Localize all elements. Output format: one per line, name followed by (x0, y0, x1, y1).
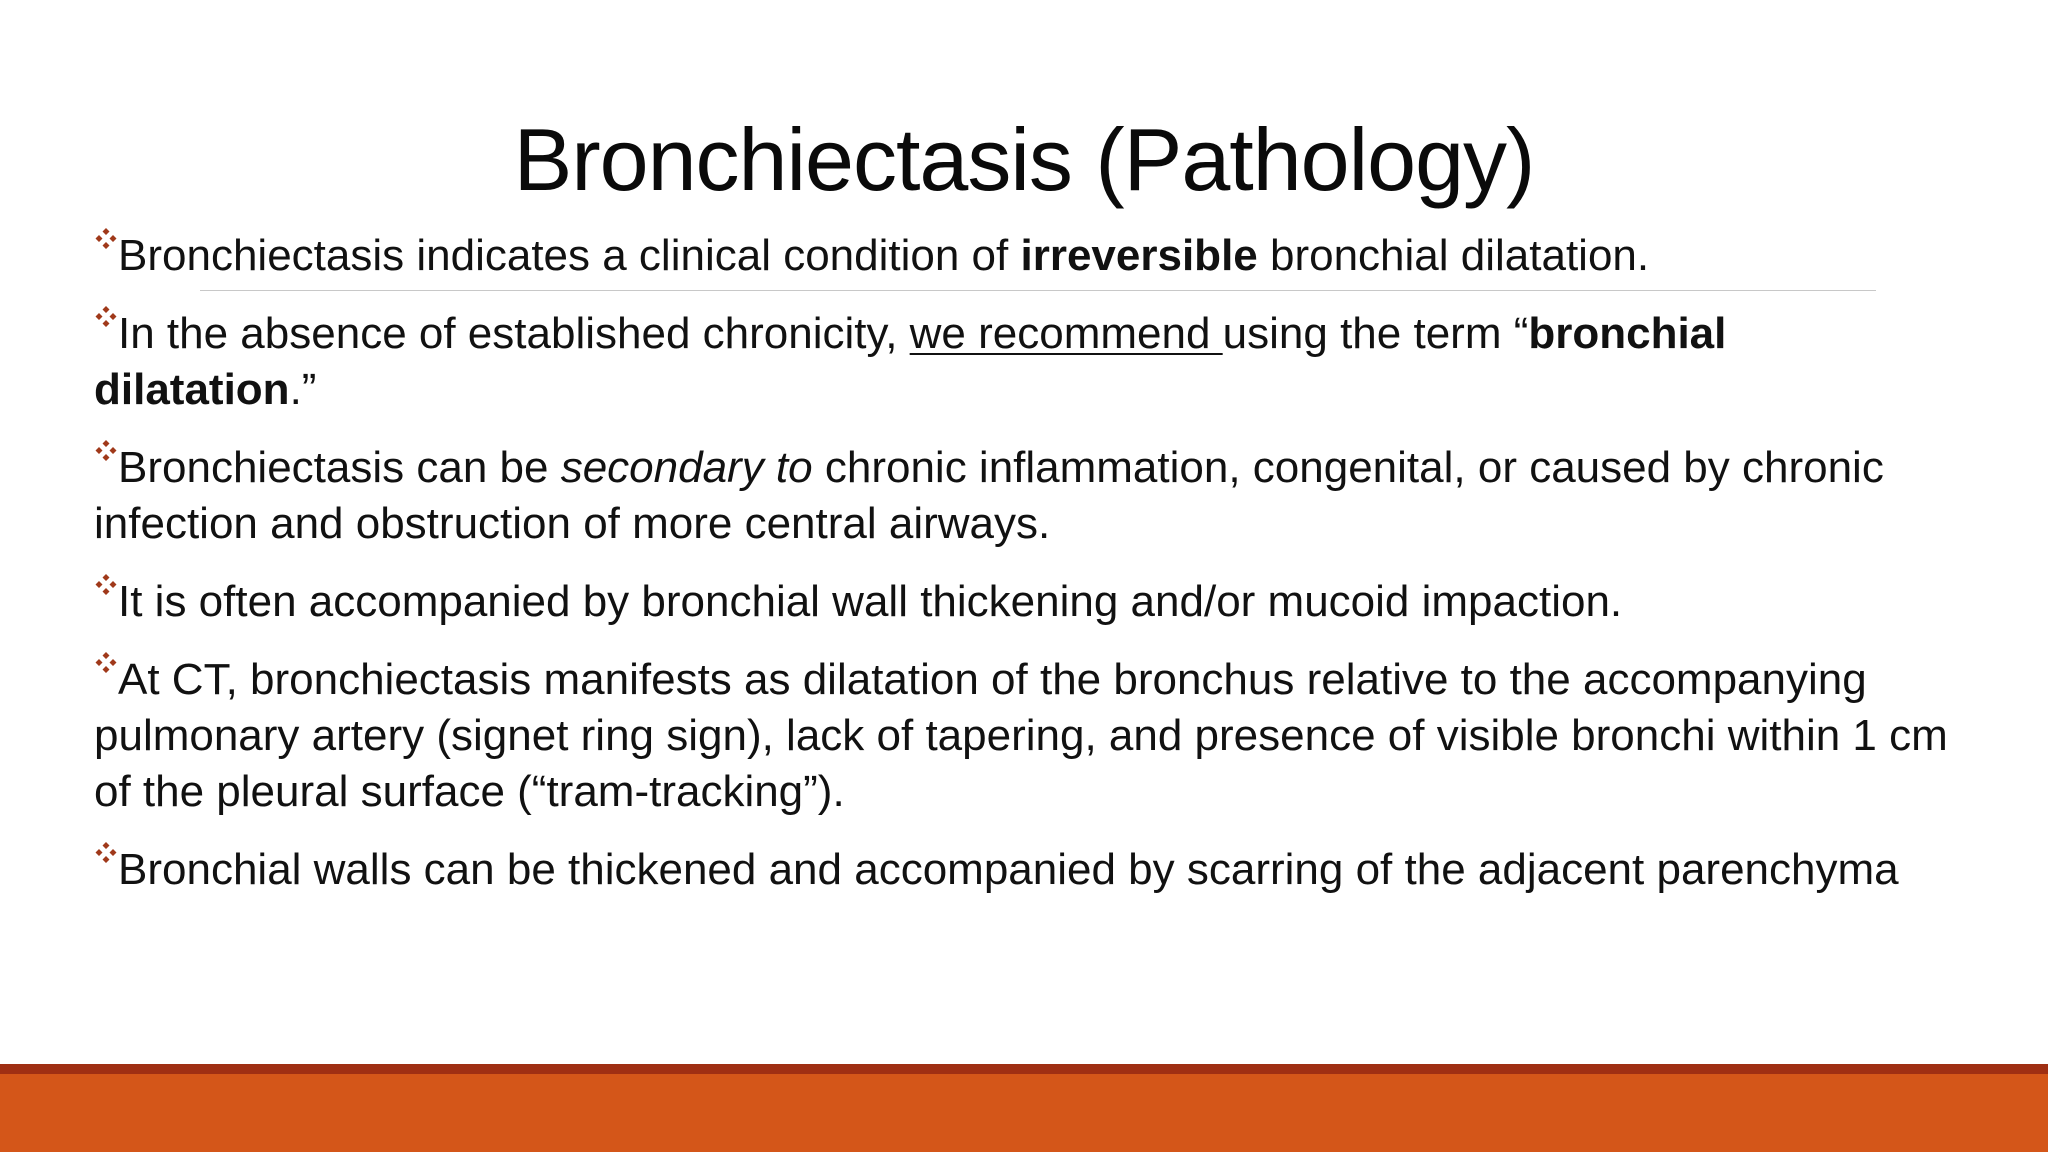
bullet-italic: secondary to (560, 443, 813, 492)
bullet-text: chronic inflammation, congenital, or caused by chronic infection and obstruction of more central airways. (94, 443, 1884, 548)
bullet-text: Bronchiectasis indicates a clinical condition of (118, 231, 1021, 280)
diamond-cluster-icon (94, 652, 118, 676)
bullet-item (94, 652, 1954, 820)
bullet-item (94, 306, 1954, 418)
bullet-text: In the absence of established chronicity, (118, 309, 910, 358)
footer-bar (0, 1064, 2048, 1152)
bullet-emphasis: irreversible (1020, 231, 1258, 280)
bullet-text: It is often accompanied by bronchial wall thickening and/or mucoid impaction. (118, 577, 1623, 626)
footer-stripe (0, 1064, 2048, 1074)
bullet-list (94, 228, 1954, 920)
bullet-text: using the term “ (1222, 309, 1529, 358)
diamond-cluster-icon (94, 842, 118, 866)
bullet-text: Bronchiectasis can be (118, 443, 561, 492)
slide-title: Bronchiectasis (Pathology) (513, 110, 1535, 209)
bullet-item (94, 842, 1954, 898)
bullet-item (94, 574, 1954, 630)
bullet-emphasis: bronchial dilatation (94, 309, 1727, 414)
diamond-cluster-icon (94, 306, 118, 330)
bullet-text: At CT, bronchiectasis manifests as dilatation of the bronchus relative to the accompanying pulmonary artery (signet ring sign), lack of tapering, and presence of visible bronchi within 1 cm of the pleural surface (“tram-tracking”). (94, 655, 1948, 816)
diamond-cluster-icon (94, 440, 118, 464)
bullet-underline: we recommend (909, 309, 1223, 358)
diamond-cluster-icon (94, 574, 118, 598)
bullet-text: .” (289, 365, 317, 414)
bullet-item (94, 228, 1954, 284)
diamond-cluster-icon (94, 228, 118, 252)
bullet-text: bronchial dilatation. (1257, 231, 1650, 280)
bullet-item (94, 440, 1954, 552)
bullet-text: Bronchial walls can be thickened and accompanied by scarring of the adjacent parenchyma (118, 845, 1899, 894)
